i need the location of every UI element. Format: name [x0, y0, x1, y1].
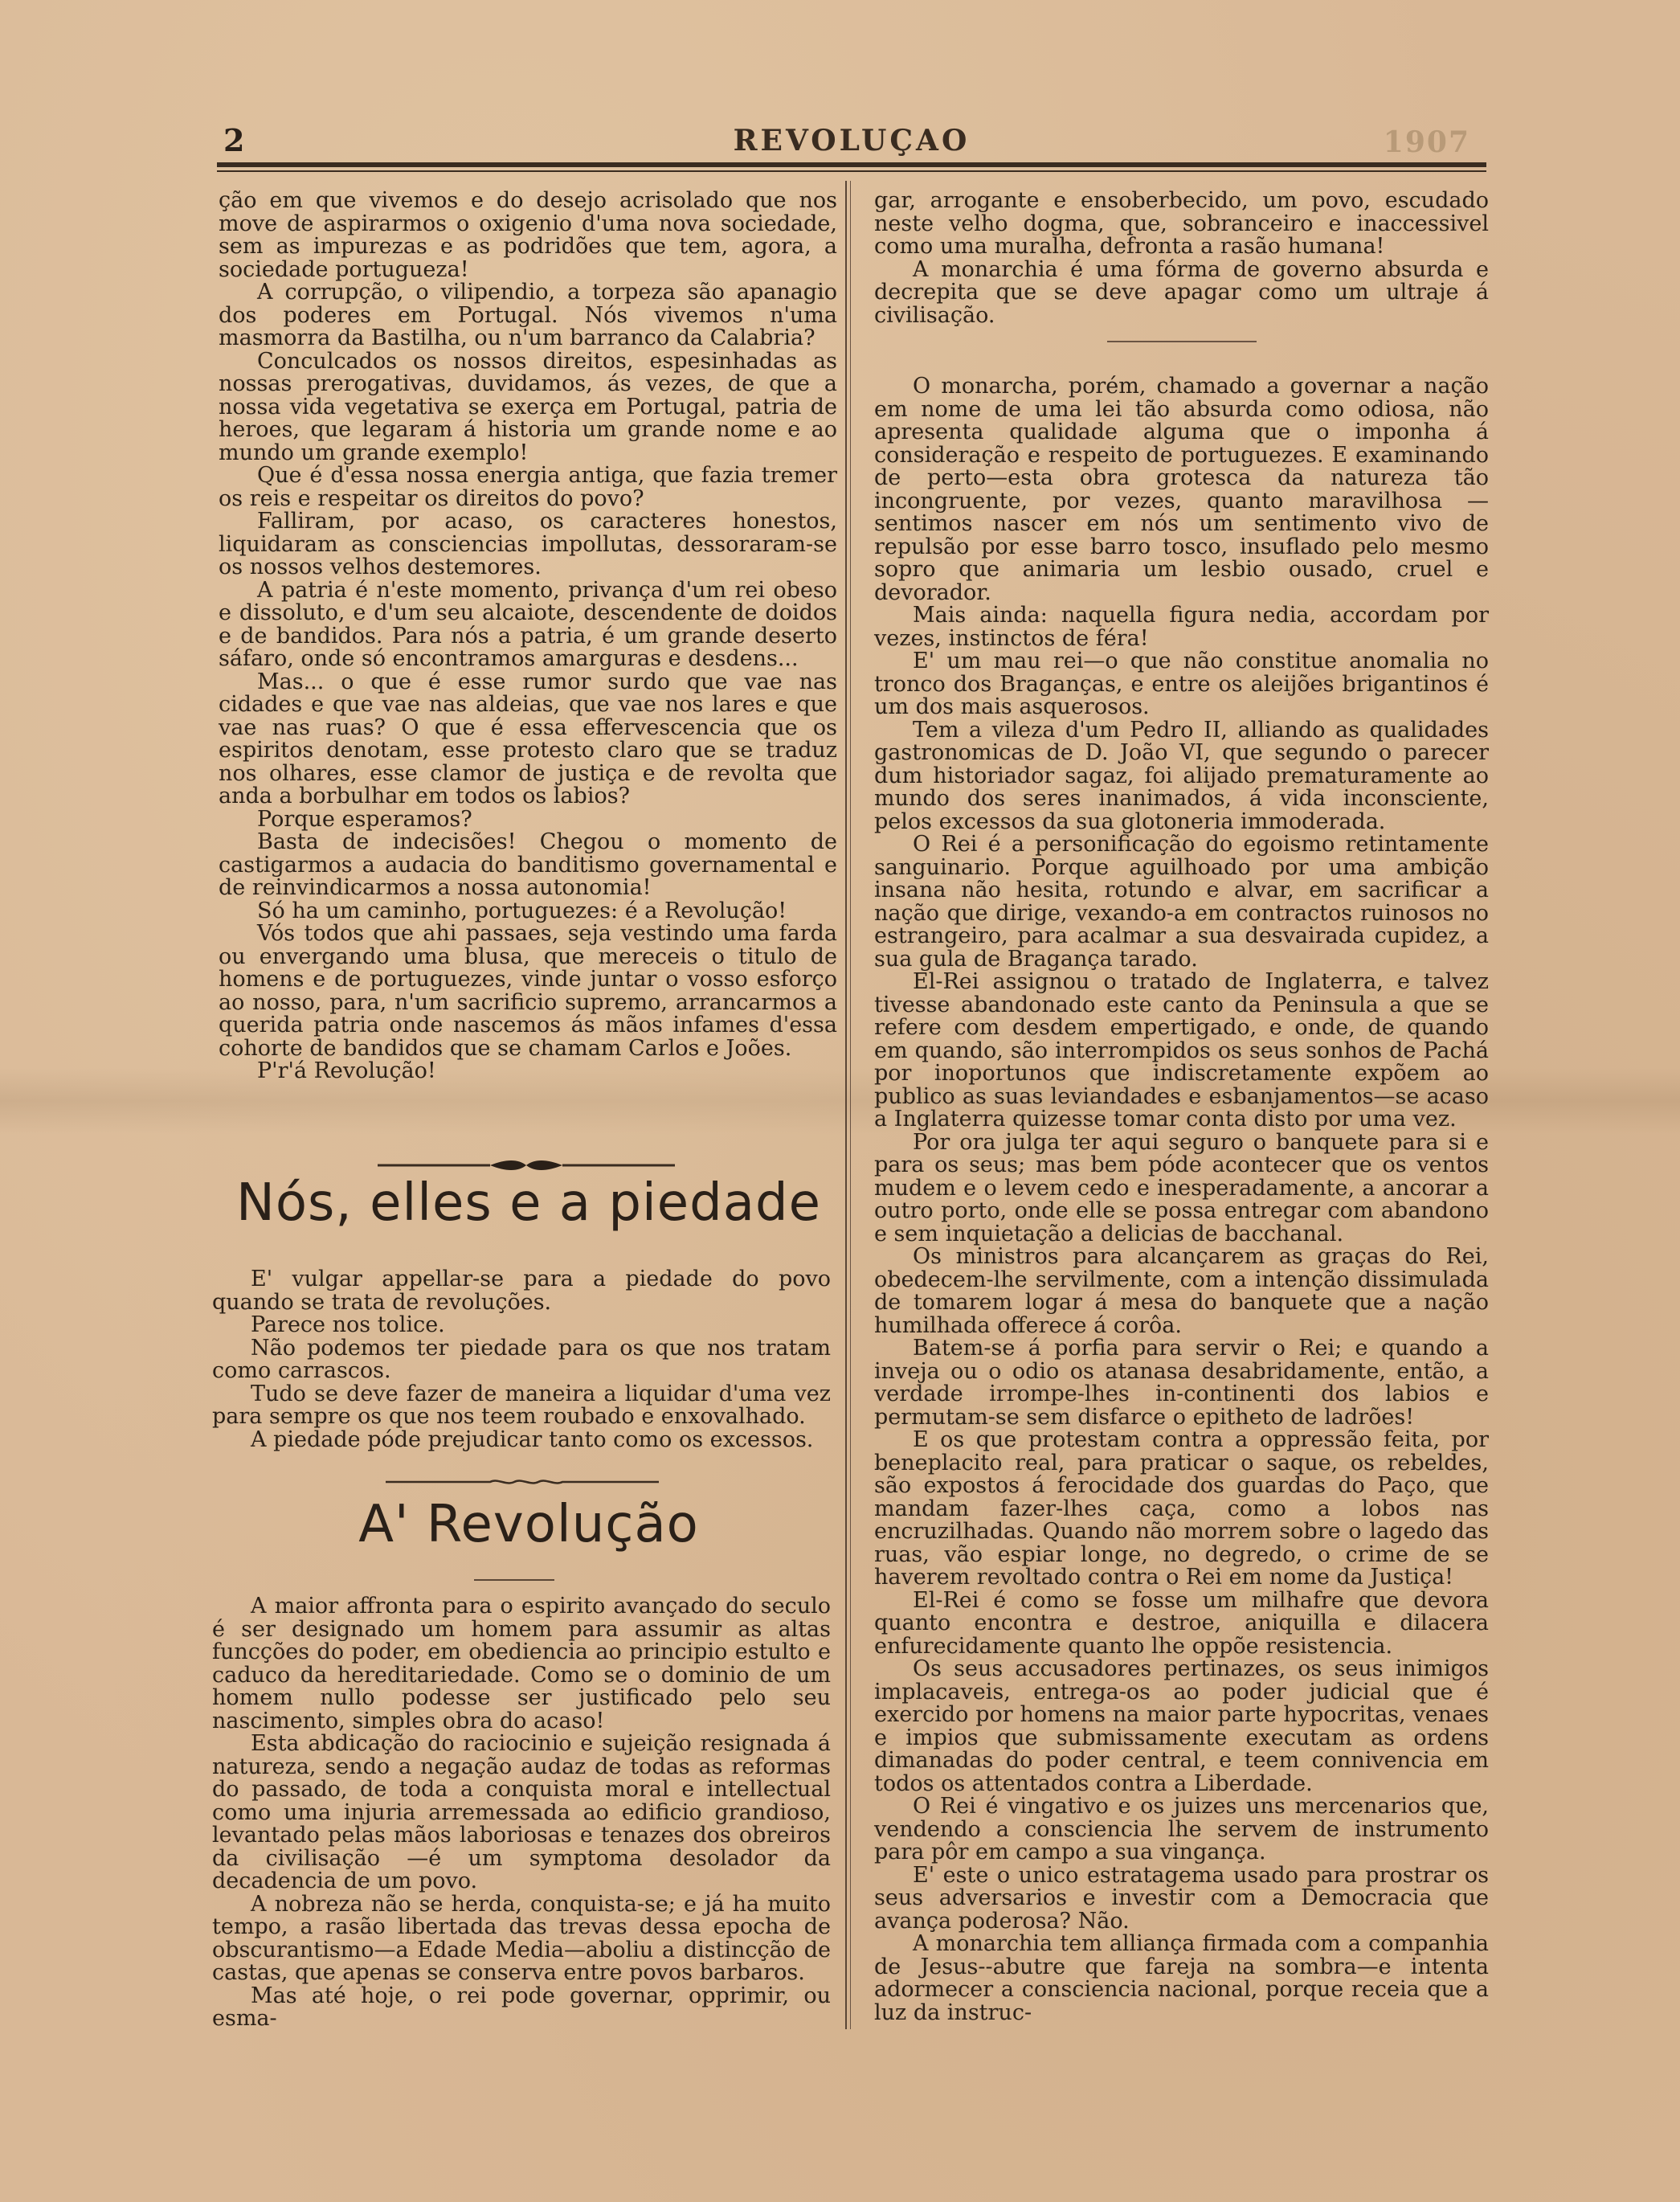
paragraph: Conculcados os nossos direitos, espesinhadas as nossas prerogativas, duvidamos, ás vezes, de que a nossa vida vegetativa se exerça em Portugal, patria de heroes, que legaram á historia um grande nome e ao mundo um grande exemplo! [219, 348, 837, 465]
paragraph: A monarchia tem alliança firmada com a companhia de Jesus--abutre que fareja na sombra—e intenta adormecer a consciencia nacional, porque receia que a luz da instruc- [874, 1931, 1489, 2025]
paragraph: Tem a vileza d'um Pedro II, alliando as qualidades gastronomicas de D. João VI, que segundo o parecer dum historiador sagaz, foi alijado prematuramente ao mundo dos seres inanimados, á vida inconsciente, pelos excessos da sua glotoneria immoderada. [874, 717, 1489, 834]
column-separator [845, 181, 847, 2029]
paragraph: E' este o unico estratagema usado para prostrar os seus adversarios e investir com a Democracia que avança poderosa? Não. [874, 1862, 1489, 1934]
paragraph: Que é d'essa nossa energia antiga, que fazia tremer os reis e respeitar os direitos do povo? [219, 463, 837, 511]
paragraph: Os ministros para alcançarem as graças do Rei, obedecem-lhe servilmente, com a intenção dissimulada de tomarem logar á mesa do banquete que a nação humilhada offerece á corôa. [874, 1244, 1489, 1338]
masthead-rule-thin [217, 170, 1486, 172]
paragraph: Mas... o que é esse rumor surdo que vae nas cidades e que vae nas aldeias, que vae nos lares e que vae nas ruas? O que é essa effervescencia que os espiritos denotam, esse protesto claro que se traduz nos olhares, esse clamor de justiça e de revolta que anda a borbulhar em todos os labios? [219, 669, 837, 808]
masthead-year: 1907 [1383, 125, 1470, 159]
paragraph: Os seus accusadores pertinazes, os seus inimigos implacaveis, entrega-os ao poder judicial que é exercido por homens na maior parte hypocritas, venaes e impios que submissamente executam as ordens dimanadas do poder central, e teem connivencia em todos os attentados contra a Liberdade. [874, 1656, 1489, 1796]
masthead-rule [217, 162, 1486, 167]
article-revolucao-body [212, 1595, 831, 2031]
paragraph: gar, arrogante e ensoberbecido, um povo, escudado neste velho dogma, que, sobranceiro e inaccessivel como uma muralha, defronta a rasão humana! [874, 188, 1489, 259]
paragraph: E' um mau rei—o que não constitue anomalia no tronco dos Braganças, e entre os aleijões brigantinos é um dos mais asquerosos. [874, 649, 1489, 719]
paragraph: O Rei é vingativo e os juizes uns mercenarios que, vendendo a consciencia lhe servem de instrumento para pôr em campo a sua vingança. [874, 1794, 1489, 1864]
left-column-top-article [219, 190, 837, 1083]
paragraph: Vós todos que ahi passaes, seja vestindo uma farda ou envergando uma blusa, que mereceis o titulo de homens e de portuguezes, vinde juntar o vosso esforço ao nosso, para, n'um sacrificio supremo, arrancarmos a querida patria onde nascemos ás mãos infames d'essa cohorte de bandidos que se chamam Carlos e Joões. [219, 921, 837, 1061]
paragraph: Mais ainda: naquella figura nedia, accordam por vezes, instinctos de féra! [874, 603, 1489, 651]
paragraph: El-Rei é como se fosse um milhafre que devora quanto encontra e destroe, aniquilla e dilacera enfurecidamente quanto lhe oppõe resistencia. [874, 1587, 1489, 1659]
paragraph: Não podemos ter piedade para os que nos tratam como carrascos. [212, 1335, 831, 1383]
ornament-divider [378, 1159, 675, 1172]
short-rule [474, 1579, 554, 1586]
section-divider [1107, 341, 1257, 342]
article-piedade-body [212, 1268, 831, 1451]
paragraph: Batem-se á porfia para servir o Rei; e quando a inveja ou o odio os atanasa desabridamente, então, a verdade irrompe-lhes in-continenti dos labios e permutam-se sem disfarce o epitheto de ladrões! [874, 1336, 1489, 1430]
paragraph: Tudo se deve fazer de maneira a liquidar d'uma vez para sempre os que nos teem roubado e enxovalhado. [212, 1381, 831, 1429]
newspaper-title: REVOLUÇAO [733, 124, 971, 158]
paragraph: ção em que vivemos e do desejo acrisolado que nos move de aspirarmos o oxigenio d'uma nova sociedade, sem as impurezas e as podridões que tem, agora, a sociedade portugueza! [219, 188, 837, 282]
paragraph: A corrupção, o vilipendio, a torpeza são apanagio dos poderes em Portugal. Nós vivemos n'uma masmorra da Bastilha, ou n'um barranco da Calabria? [219, 280, 837, 350]
masthead [217, 121, 1486, 158]
paragraph: Parece nos tolice. [251, 1312, 445, 1337]
paragraph: O Rei é a personificação do egoismo retintamente sanguinario. Porque aguilhoado por uma ambição insana não hesita, rotundo e alvar, em sacrificar a nação que dirige, vexando-a em contractos ruinosos no estrangeiro, para acalmar a sua desvairada cupidez, a sua gula de Bragança tarado. [874, 832, 1489, 972]
wavy-rule [386, 1476, 659, 1488]
paragraph: E os que protestam contra a oppressão feita, por beneplacito real, para praticar o saque, os rebeldes, são expostos á ferocidade dos guardas do Paço, que mandam fazer-lhes caça, como a lobos nas encruzilhadas. Quando não morrem sobre o lagedo das ruas, vão espiar longe, no degredo, o crime de se haverem revoltado contra o Rei em nome da Justiça! [874, 1427, 1489, 1590]
paragraph: Por ora julga ter aqui seguro o banquete para si e para os seus; mas bem póde acontecer que os ventos mudem e o levem cedo e inesperadamente, a ancorar a outro porto, onde elle se possa entregar com abandono e sem inquietação a delicias de bacchanal. [874, 1129, 1489, 1246]
divider-space-lower [874, 354, 1489, 375]
paragraph: Esta abdicação do raciocinio e sujeição resignada á natureza, sendo a negação audaz de todas as reformas do passado, de toda a conquista moral e intellectual como uma injuria arremessada ao edificio grandioso, levantado pelas mãos laboriosas e tenazes dos obreiros da civilisação —é um symptoma desolador da decadencia de um povo. [212, 1731, 831, 1893]
paragraph: A nobreza não se herda, conquista-se; e já ha muito tempo, a rasão libertada das trevas dessa epocha de obscurantismo—a Edade Media—aboliu a distincção de castas, que apenas se conserva entre povos barbaros. [212, 1891, 831, 1985]
paragraph: A patria é n'este momento, privança d'um rei obeso e dissoluto, e d'um seu alcaiote, descendente de doidos e de bandidos. Para nós a patria, é um grande deserto sáfaro, onde só encontramos amarguras e desdens... [219, 577, 837, 671]
closing-line: P'r'á Revolução! [257, 1058, 436, 1083]
paragraph: Mas até hoje, o rei pode governar, opprimir, ou esma- [212, 1983, 831, 2031]
paragraph: A monarchia é uma fórma de governo absurda e decrepita que se deve apagar como um ultraje á civilisação. [874, 256, 1489, 328]
paragraph: El-Rei assignou o tratado de Inglaterra, e talvez tivesse abandonado este canto da Peninsula a que se refere com desdem empertigado, e onde, de quando em quando, são interrompidos os seus sonhos de Pachá por inoportunos que indiscretamente expõem ao publico as suas leviandades e esbanjamentos—se acaso a Inglaterra quizesse tomar conta disto por uma vez. [874, 969, 1489, 1132]
paragraph: A piedade póde prejudicar tanto como os excessos. [251, 1426, 814, 1452]
article-heading-piedade: Nós, elles e a piedade [236, 1173, 821, 1233]
article-heading-revolucao: A' Revolução [358, 1495, 699, 1554]
column-separator-thin [850, 181, 851, 2029]
paragraph: O monarcha, porém, chamado a governar a nação em nome de uma lei tão absurda como odiosa, não apresenta qualidade alguma que o imponha á consideração e respeito de portuguezes. E examinando de perto—esta obra grotesca da natureza tão incongruente, por vezes, quanto maravilhosa — sentimos nascer em nós um sentimento vivo de repulsão por esse barro tosco, insuflado pelo mesmo sopro que animaria um lesbio ousado, cruel e devorador. [874, 374, 1489, 605]
paragraph: E' vulgar appellar-se para a piedade do povo quando se trata de revoluções. [212, 1267, 831, 1315]
paragraph: Falliram, por acaso, os caracteres honestos, liquidaram as consciencias impollutas, dessoraram-se os nossos velhos destemores. [219, 509, 837, 579]
paragraph: Basta de indecisões! Chegou o momento de castigarmos a audacia do banditismo governamental e de reinvindicarmos a nossa autonomia! [219, 829, 837, 900]
paragraph: Porque esperamos? [257, 806, 472, 832]
paragraph: Só ha um caminho, portuguezes: é a Revolução! [257, 898, 787, 923]
paragraph: A maior affronta para o espirito avançado do seculo é ser designado um homem para assumir as altas funcções do poder, em obediencia ao principio estulto e caduco da hereditariedade. Como se o dominio de um homem nullo podesse ser justificado pelo seu nascimento, simples obra do acaso! [212, 1594, 831, 1733]
page-number: 2 [223, 122, 245, 158]
right-column [874, 190, 1489, 2024]
